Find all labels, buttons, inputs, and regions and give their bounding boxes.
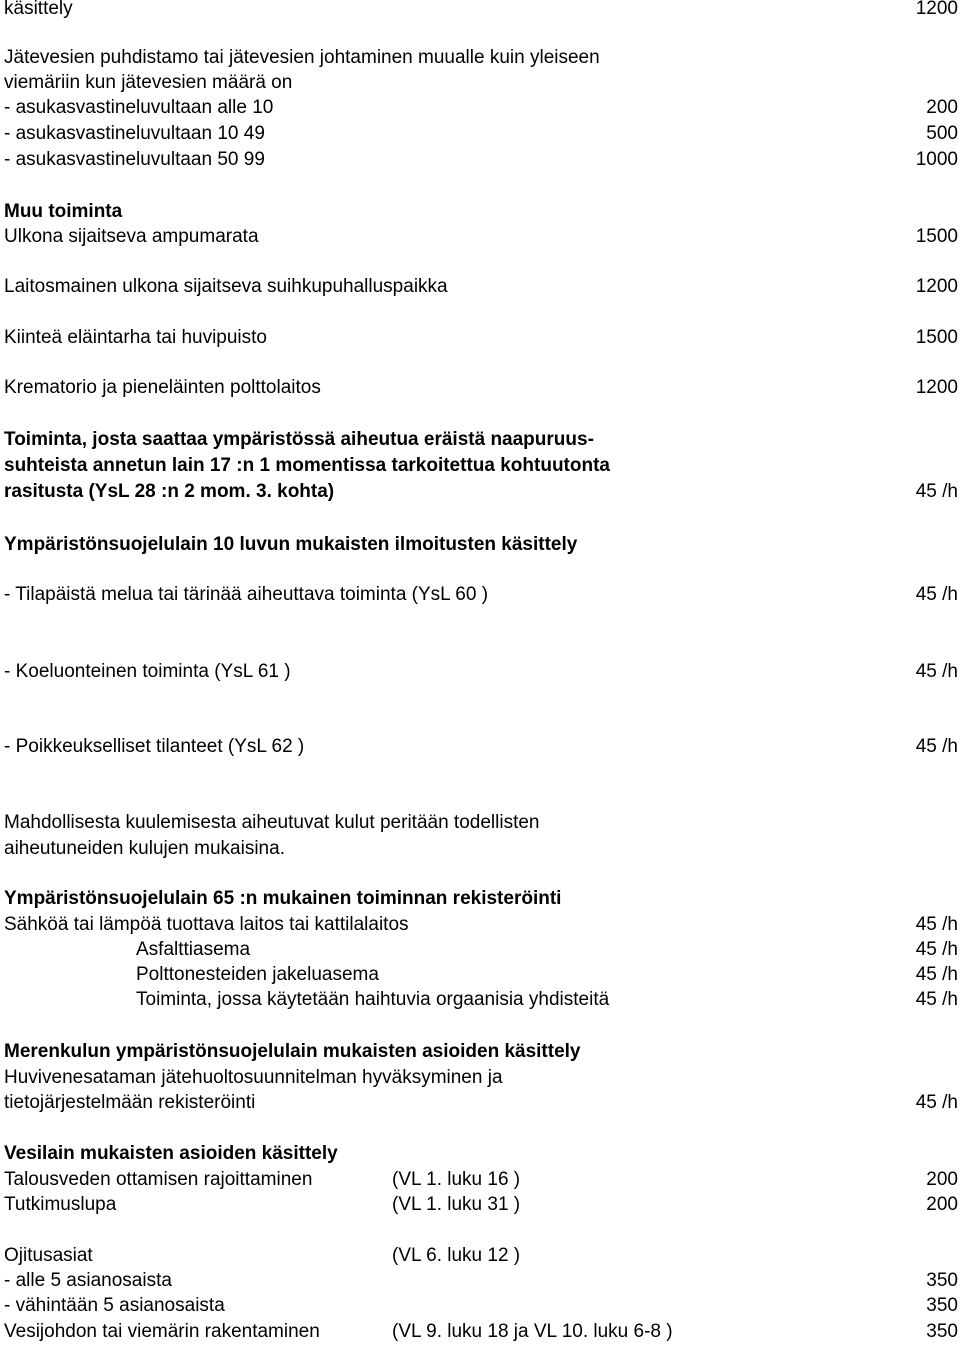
row-price: 45 /h	[915, 1092, 958, 1113]
section-heading	[4, 1040, 958, 1064]
row-price: 45 /h	[915, 914, 958, 935]
row-text: - asukasvastineluvultaan 50 99	[4, 149, 265, 170]
row-reference: (VL 6. luku 12 )	[392, 1245, 521, 1266]
fee-row	[4, 275, 958, 299]
row-price: 45 /h	[915, 964, 958, 985]
row-text: Ulkona sijaitseva ampumarata	[4, 226, 259, 247]
row-text: Muu toiminta	[4, 201, 123, 222]
row-price: 200	[926, 1194, 958, 1215]
row-text: - asukasvastineluvultaan 10 49	[4, 123, 265, 144]
note-text	[4, 811, 958, 835]
row-price: 45 /h	[915, 584, 958, 605]
fee-row	[4, 148, 958, 172]
fee-row	[4, 46, 958, 70]
fee-row	[4, 988, 958, 1012]
section-heading	[4, 1142, 958, 1166]
fee-row	[4, 326, 958, 350]
fee-row	[4, 0, 958, 21]
row-text: Ympäristönsuojelulain 65 :n mukainen toiminnan rekisteröinti	[4, 888, 562, 909]
row-text: Kiinteä eläintarha tai huvipuisto	[4, 327, 268, 348]
row-text: Ojitusasiat	[4, 1245, 93, 1266]
row-text: Vesilain mukaisten asioiden käsittely	[4, 1143, 338, 1164]
fee-row	[4, 938, 958, 962]
row-text: tietojärjestelmään rekisteröinti	[4, 1092, 256, 1113]
row-price: 1500	[915, 226, 958, 247]
fee-row	[4, 122, 958, 146]
fee-row	[4, 583, 958, 607]
section-heading	[4, 887, 958, 911]
row-price: 1500	[915, 327, 958, 348]
row-text: - vähintään 5 asianosaista	[4, 1295, 225, 1316]
row-price: 1200	[915, 276, 958, 297]
fee-row	[4, 913, 958, 937]
row-price: 350	[926, 1270, 958, 1291]
row-text: Toiminta, jossa käytetään haihtuvia orgaanisia yhdisteitä	[136, 989, 610, 1010]
row-price: 500	[926, 123, 958, 144]
row-price: 45 /h	[915, 736, 958, 757]
fee-row	[4, 480, 958, 504]
fee-row	[4, 96, 958, 120]
fee-row	[4, 1091, 958, 1115]
row-price: 1200	[915, 0, 958, 19]
fee-row	[4, 428, 958, 452]
row-price: 45 /h	[915, 989, 958, 1010]
row-price: 200	[926, 97, 958, 118]
row-text: Mahdollisesta kuulemisesta aiheutuvat kulut peritään todellisten	[4, 812, 540, 833]
fee-row	[4, 454, 958, 478]
fee-row	[4, 1294, 958, 1318]
row-text: aiheutuneiden kulujen mukaisina.	[4, 838, 285, 859]
fee-row	[4, 1269, 958, 1293]
fee-row	[4, 71, 958, 95]
fee-row	[4, 735, 958, 759]
section-heading	[4, 533, 958, 557]
note-text	[4, 837, 958, 861]
section-heading	[4, 200, 958, 224]
row-text: Merenkulun ympäristönsuojelulain mukaisten asioiden käsittely	[4, 1041, 581, 1062]
row-text: Krematorio ja pieneläinten polttolaitos	[4, 377, 321, 398]
row-text: Ympäristönsuojelulain 10 luvun mukaisten ilmoitusten käsittely	[4, 534, 578, 555]
row-price: 350	[926, 1295, 958, 1316]
row-text: viemäriin kun jätevesien määrä on	[4, 72, 293, 93]
row-text: käsittely	[4, 0, 73, 19]
row-text: Huvivenesataman jätehuoltosuunnitelman hyväksyminen ja	[4, 1067, 503, 1088]
row-reference: (VL 1. luku 31 )	[392, 1194, 521, 1215]
row-text: Sähköä tai lämpöä tuottava laitos tai kattilalaitos	[4, 914, 409, 935]
row-price: 45 /h	[915, 661, 958, 682]
row-text: Vesijohdon tai viemärin rakentaminen	[4, 1321, 320, 1342]
row-text: Jätevesien puhdistamo tai jätevesien johtaminen muualle kuin yleiseen	[4, 47, 600, 68]
row-price: 350	[926, 1321, 958, 1342]
fee-row	[4, 225, 958, 249]
row-price: 200	[926, 1169, 958, 1190]
row-price: 45 /h	[915, 481, 958, 502]
fee-row	[4, 1168, 958, 1192]
row-text: - Tilapäistä melua tai tärinää aiheuttava toiminta (YsL 60 )	[4, 584, 489, 605]
row-reference: (VL 1. luku 16 )	[392, 1169, 521, 1190]
fee-row	[4, 660, 958, 684]
fee-row	[4, 1193, 958, 1217]
fee-row	[4, 1244, 958, 1268]
row-text: Toiminta, josta saattaa ympäristössä aiheutua eräistä naapuruus-	[4, 429, 594, 450]
row-price: 1200	[915, 377, 958, 398]
row-reference: (VL 9. luku 18 ja VL 10. luku 6-8 )	[392, 1321, 673, 1342]
row-text: - Koeluonteinen toiminta (YsL 61 )	[4, 661, 291, 682]
fee-row	[4, 376, 958, 400]
row-text: - asukasvastineluvultaan alle 10	[4, 97, 274, 118]
row-text: rasitusta (YsL 28 :n 2 mom. 3. kohta)	[4, 481, 335, 502]
fee-row	[4, 1066, 958, 1090]
row-text: - alle 5 asianosaista	[4, 1270, 172, 1291]
row-text: Laitosmainen ulkona sijaitseva suihkupuhalluspaikka	[4, 276, 448, 297]
row-price: 45 /h	[915, 939, 958, 960]
row-text: Asfalttiasema	[136, 939, 251, 960]
row-text: Polttonesteiden jakeluasema	[136, 964, 379, 985]
fee-row	[4, 1320, 958, 1344]
fee-row	[4, 963, 958, 987]
row-text: Talousveden ottamisen rajoittaminen	[4, 1169, 313, 1190]
row-text: suhteista annetun lain 17 :n 1 momentissa tarkoitettua kohtuutonta	[4, 455, 610, 476]
row-price: 1000	[915, 149, 958, 170]
row-text: - Poikkeukselliset tilanteet (YsL 62 )	[4, 736, 305, 757]
row-text: Tutkimuslupa	[4, 1194, 117, 1215]
